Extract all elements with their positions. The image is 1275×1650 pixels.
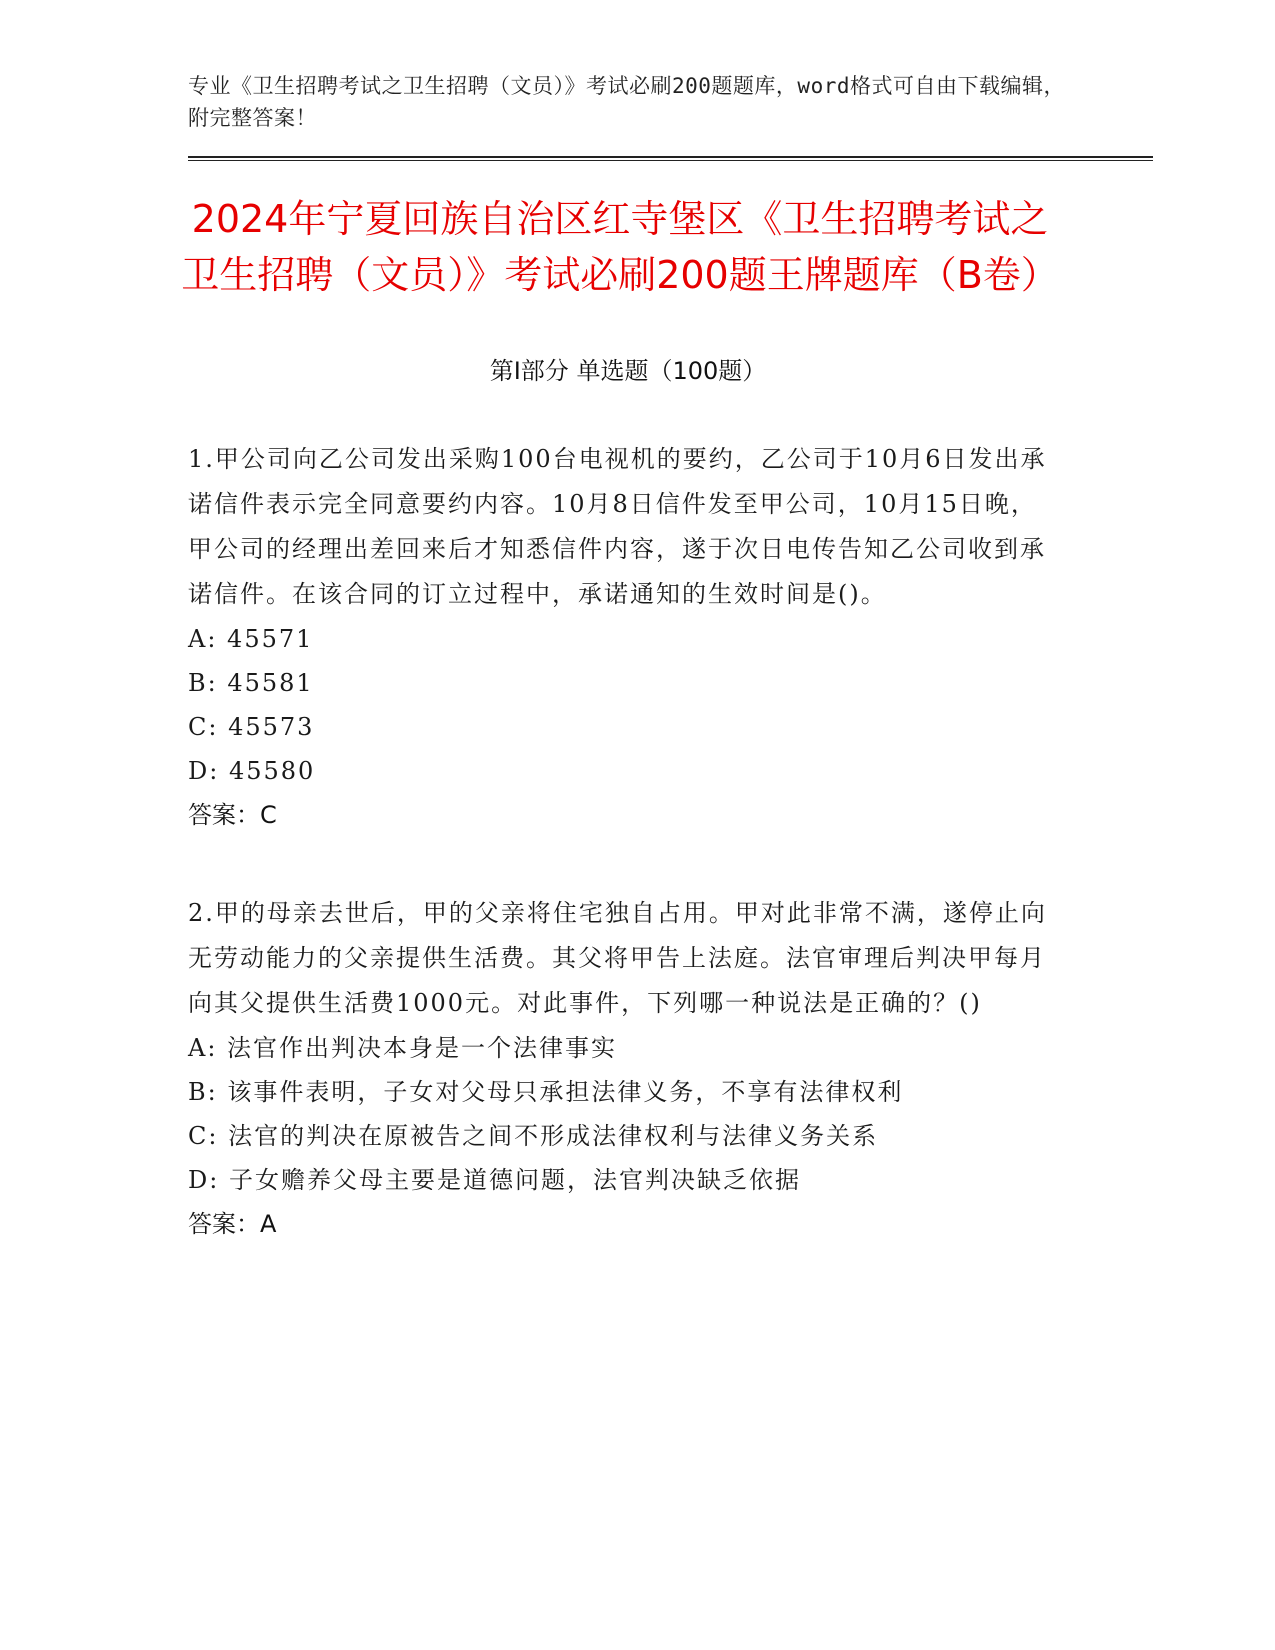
section-heading: 第Ⅰ部分 单选题（100题）: [489, 357, 767, 385]
option-d: D: 45580: [188, 757, 316, 785]
answer-label: 答案：A: [188, 1210, 277, 1238]
question-stem: 1.甲公司向乙公司发出采购100台电视机的要约，乙公司于10月6日发出承诺信件表示完全同意要约内容。10月8日信件发至甲公司，10月15日晚，甲公司的经理出差回来后才知悉信件内容，遂于次日电传告知乙公司收到承诺信件。在该合同的订立过程中，承诺通知的生效时间是()。: [188, 445, 1047, 608]
option-a: A: 45571: [188, 625, 314, 653]
option-d: D: 子女赡养父母主要是道德问题，法官判决缺乏依据: [188, 1166, 801, 1194]
answer-label: 答案：C: [188, 801, 277, 829]
question-2: [188, 891, 1093, 1246]
option-c: C: 法官的判决在原被告之间不形成法律权利与法律义务关系: [188, 1122, 879, 1150]
option-c: C: 45573: [188, 713, 315, 741]
document-page: [181, 70, 1093, 1246]
option-b: B: 该事件表明，子女对父母只承担法律义务，不享有法律权利: [188, 1078, 904, 1106]
question-1: [188, 437, 1093, 837]
option-b: B: 45581: [188, 669, 314, 697]
question-stem: 2.甲的母亲去世后，甲的父亲将住宅独自占用。甲对此非常不满，遂停止向无劳动能力的父亲提供生活费。其父将甲告上法庭。法官审理后判决甲每月向其父提供生活费1000元。对此事件，下列哪一种说法是正确的？(): [188, 899, 1047, 1017]
document-title: 2024年宁夏回族自治区红寺堡区《卫生招聘考试之卫生招聘（文员）》考试必刷200题王牌题库（B卷）: [181, 197, 1059, 297]
option-a: A: 法官作出判决本身是一个法律事实: [188, 1034, 618, 1062]
header-divider: [188, 156, 1153, 161]
header-note: 专业《卫生招聘考试之卫生招聘（文员）》考试必刷200题题库，word格式可自由下载编辑，附完整答案！: [188, 74, 1065, 130]
